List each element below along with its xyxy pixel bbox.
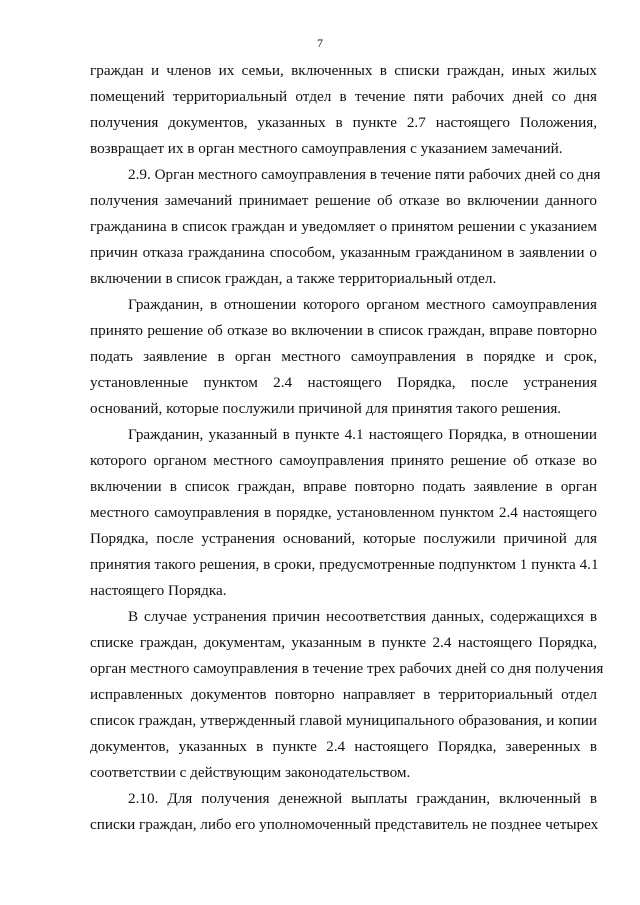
text-line: получения замечаний принимает решение об отказе во включении данного	[90, 192, 597, 209]
text-line: Порядка, после устранения оснований, которые послужили причиной для	[90, 530, 597, 547]
text-line: списки граждан, либо его уполномоченный представитель не позднее четырех	[90, 816, 599, 833]
text-line: гражданина в список граждан и уведомляет о принятом решении с указанием	[90, 218, 597, 235]
paragraph-first-line: В случае устранения причин несоответствия данных, содержащихся в	[128, 608, 597, 625]
text-line: включении в список граждан, вправе повторно подать заявление в орган	[90, 478, 597, 495]
text-line: помещений территориальный отдел в течение пяти рабочих дней со дня	[90, 88, 597, 105]
text-line: орган местного самоуправления в течение трех рабочих дней со дня получения	[90, 660, 604, 677]
paragraph-first-line: 2.10. Для получения денежной выплаты гражданин, включенный в	[128, 790, 597, 807]
text-line: исправленных документов повторно направляет в территориальный отдел	[90, 686, 597, 703]
text-line: граждан и членов их семьи, включенных в списки граждан, иных жилых	[90, 62, 597, 79]
text-line: установленные пунктом 2.4 настоящего Порядка, после устранения	[90, 374, 597, 391]
text-line: принято решение об отказе во включении в список граждан, вправе повторно	[90, 322, 597, 339]
text-line: соответствии с действующим законодательством.	[90, 764, 411, 781]
paragraph-first-line: Гражданин, указанный в пункте 4.1 настоящего Порядка, в отношении	[128, 426, 597, 443]
text-line: возвращает их в орган местного самоуправления с указанием замечаний.	[90, 140, 563, 157]
text-line: включении в список граждан, а также территориальный отдел.	[90, 270, 497, 287]
text-line: оснований, которые послужили причиной для принятия такого решения.	[90, 400, 562, 417]
text-line: местного самоуправления в порядке, установленном пунктом 2.4 настоящего	[90, 504, 597, 521]
text-line: список граждан, утвержденный главой муниципального образования, и копии	[90, 712, 597, 729]
text-line: получения документов, указанных в пункте 2.7 настоящего Положения,	[90, 114, 597, 131]
paragraph-first-line: Гражданин, в отношении которого органом местного самоуправления	[128, 296, 597, 313]
text-line: которого органом местного самоуправления принято решение об отказе во	[90, 452, 597, 469]
text-line: настоящего Порядка.	[90, 582, 227, 599]
page-number: 7	[317, 36, 323, 50]
text-line: принятия такого решения, в сроки, предусмотренные подпунктом 1 пункта 4.1	[90, 556, 599, 573]
text-line: списке граждан, документам, указанным в пункте 2.4 настоящего Порядка,	[90, 634, 597, 651]
text-line: подать заявление в орган местного самоуправления в порядке и срок,	[90, 348, 597, 365]
text-line: причин отказа гражданина способом, указанным гражданином в заявлении о	[90, 244, 597, 261]
paragraph-first-line: 2.9. Орган местного самоуправления в течение пяти рабочих дней со дня	[128, 166, 601, 183]
text-line: документов, указанных в пункте 2.4 настоящего Порядка, заверенных в	[90, 738, 597, 755]
